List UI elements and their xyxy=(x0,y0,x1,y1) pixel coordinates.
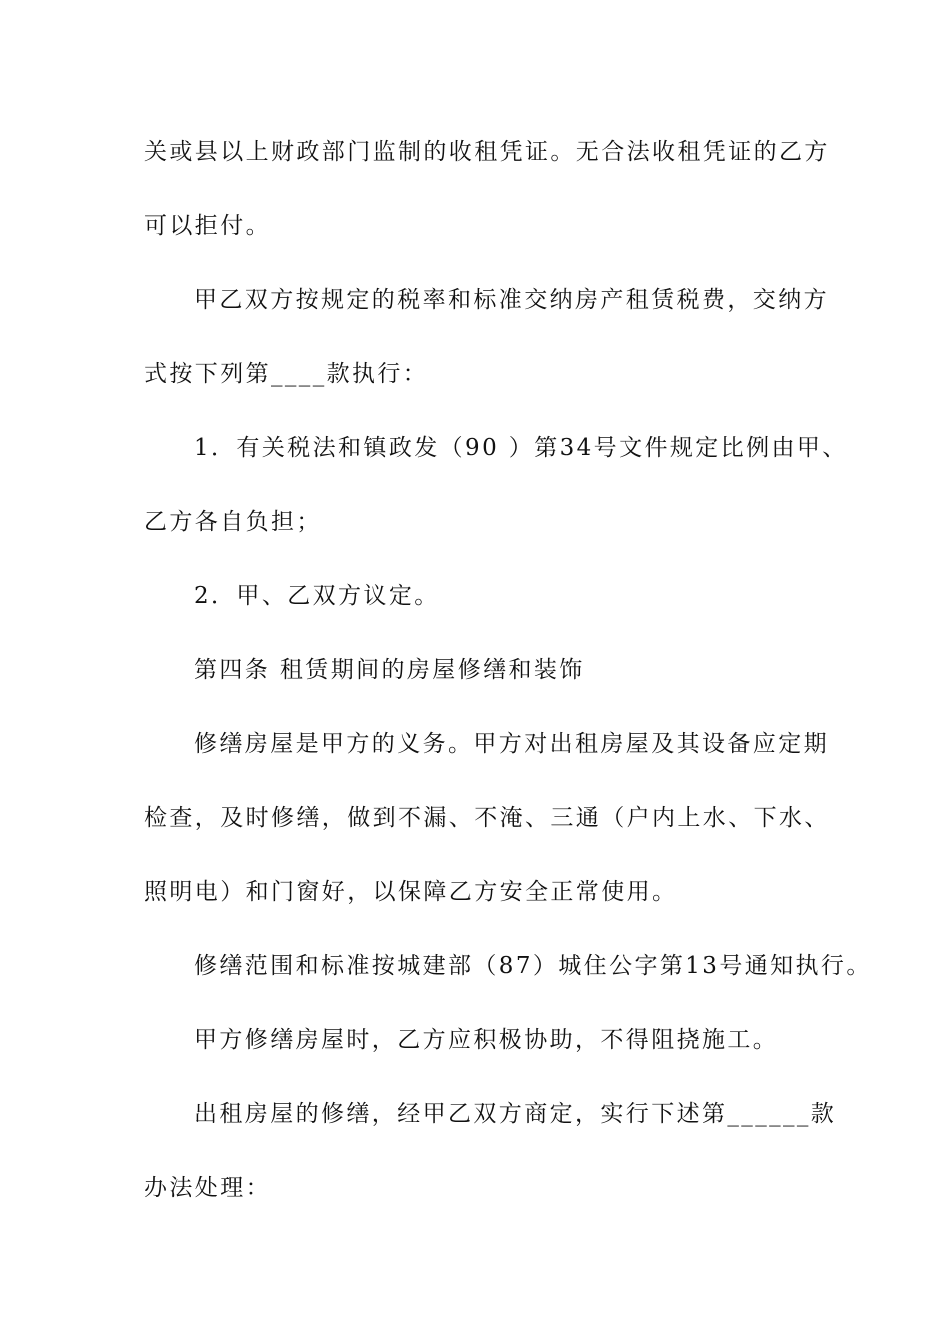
paragraph-start: 修缮范围和标准按城建部（87）城住公字第13号通知执行。 xyxy=(194,953,872,979)
text-line: 乙方各自负担； xyxy=(144,509,322,535)
paragraph-start: 甲乙双方按规定的税率和标准交纳房产租赁税费，交纳方 xyxy=(194,287,829,313)
text-line: 照明电）和门窗好，以保障乙方安全正常使用。 xyxy=(144,879,678,905)
text-line: 关或县以上财政部门监制的收租凭证。无合法收租凭证的乙方 xyxy=(144,139,830,165)
paragraph-start: 甲方修缮房屋时，乙方应积极协助，不得阻挠施工。 xyxy=(194,1027,779,1053)
text-line: 式按下列第____款执行： xyxy=(144,361,429,387)
paragraph-start: 出租房屋的修缮，经甲乙双方商定，实行下述第______款 xyxy=(194,1101,837,1127)
paragraph-start: 修缮房屋是甲方的义务。甲方对出租房屋及其设备应定期 xyxy=(194,731,829,757)
text-line: 检查，及时修缮，做到不漏、不淹、三通（户内上水、下水、 xyxy=(144,805,830,831)
list-item: 1．有关税法和镇政发（90 ）第34号文件规定比例由甲、 xyxy=(194,435,848,461)
list-item: 2．甲、乙双方议定。 xyxy=(194,583,440,609)
text-line: 可以拒付。 xyxy=(144,213,271,239)
text-line: 办法处理： xyxy=(144,1175,271,1201)
section-heading: 第四条 租赁期间的房屋修缮和装饰 xyxy=(194,657,585,683)
